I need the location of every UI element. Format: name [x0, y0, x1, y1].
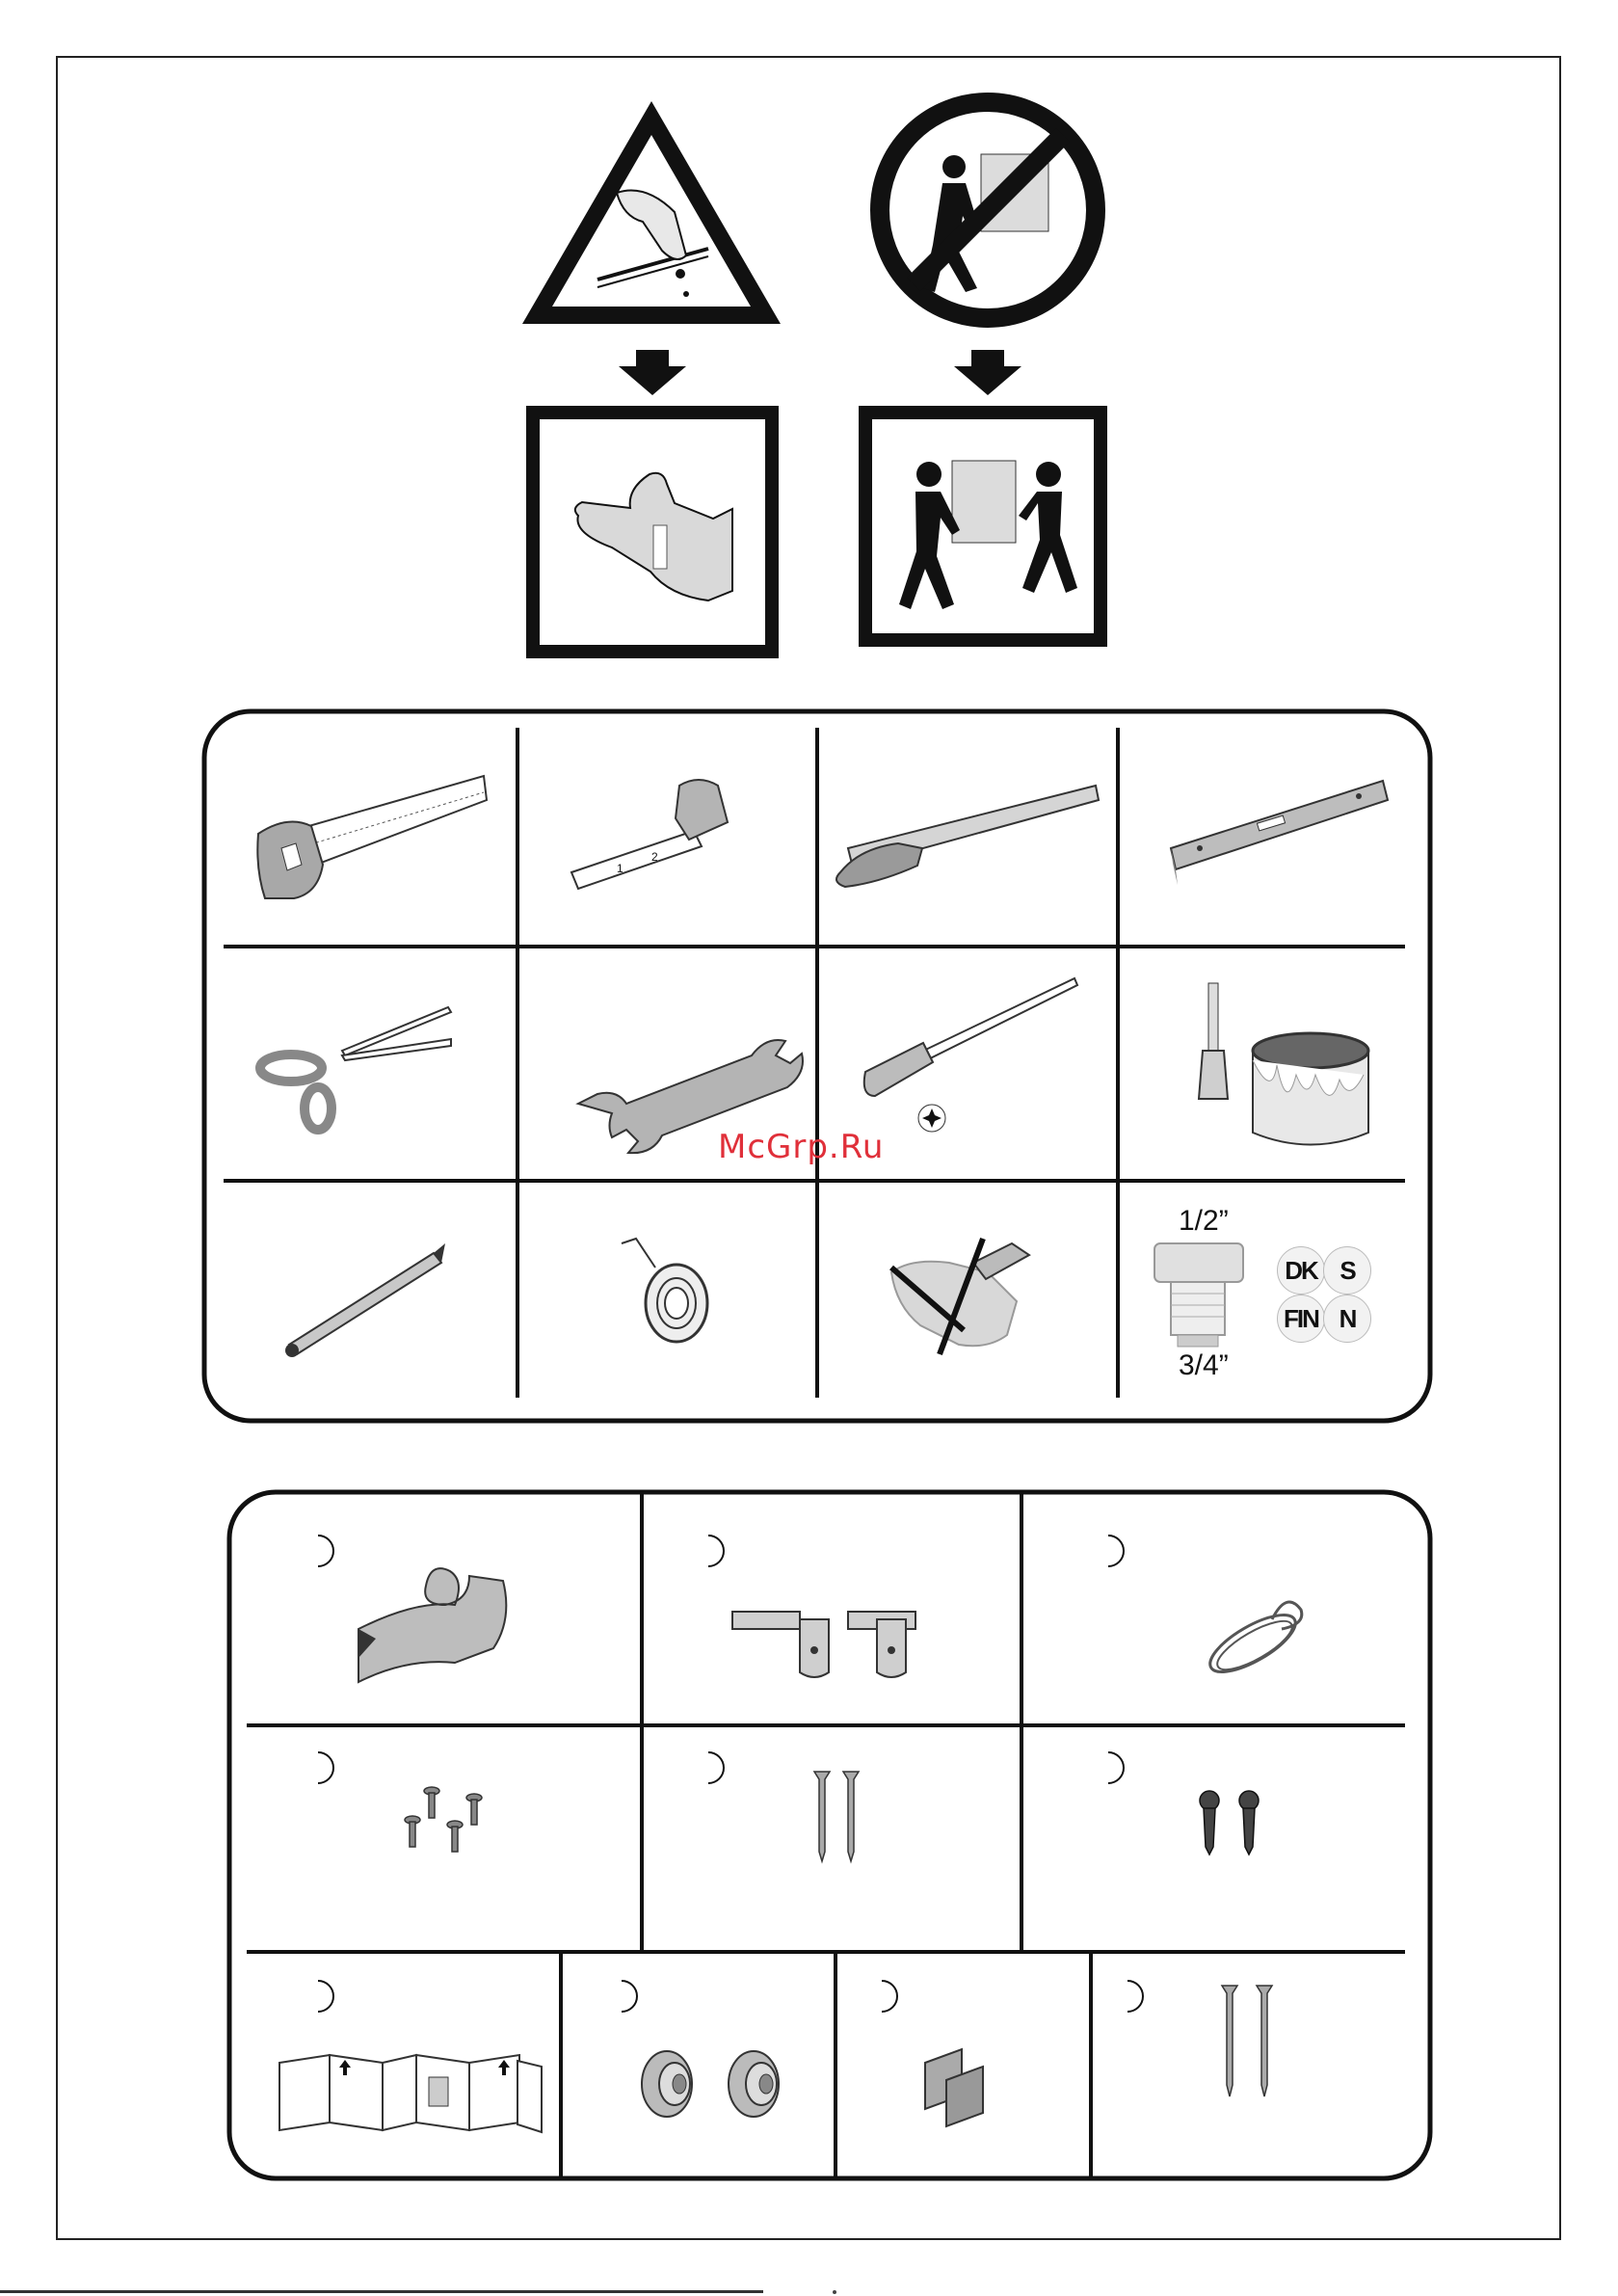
fitting-size-top: 1/2” — [1179, 1205, 1229, 1237]
tape-roll-icon — [622, 1239, 707, 1342]
spirit-level-icon — [1171, 781, 1388, 885]
down-arrow-icon — [954, 350, 1021, 395]
phillips-symbol-icon — [918, 1105, 945, 1132]
instruction-leaflet-icon — [279, 2055, 542, 2132]
fitting-size-bottom: 3/4” — [1179, 1349, 1229, 1381]
no-glue-icon — [891, 1239, 1029, 1354]
country-badge-dk: DK — [1277, 1246, 1325, 1295]
svg-text:1: 1 — [617, 862, 623, 875]
pencil-icon — [285, 1243, 445, 1357]
watermark-text: McGrp.Ru — [718, 1128, 885, 1166]
sealing-tape-icon — [358, 1568, 506, 1682]
footer-rule — [0, 2290, 763, 2293]
extra-long-screws-icon — [1222, 1986, 1272, 2096]
country-badge-s: S — [1323, 1246, 1371, 1295]
pipe-fitting-icon — [1154, 1243, 1243, 1347]
wear-gloves-icon — [533, 413, 772, 652]
saw-icon — [257, 776, 487, 898]
paint-brush-can-icon — [1199, 983, 1368, 1145]
wire-ring-icon — [1203, 1602, 1304, 1683]
wall-plugs-icon — [1200, 1791, 1259, 1855]
pads-icon — [925, 2049, 983, 2126]
svg-text:2: 2 — [651, 850, 658, 864]
cut-hazard-warning-icon — [522, 101, 781, 324]
scissors-icon — [260, 1007, 451, 1130]
country-badge-fin: FIN — [1277, 1295, 1325, 1343]
phillips-screwdriver-icon — [864, 978, 1077, 1132]
knobs-icon — [642, 2051, 779, 2117]
no-single-person-lifting-icon — [880, 102, 1096, 318]
tape-measure-icon — [571, 780, 728, 889]
small-screws-icon — [405, 1787, 482, 1852]
country-badge-n: N — [1323, 1295, 1371, 1343]
rasp-file-icon — [836, 786, 1099, 887]
down-arrow-icon — [619, 350, 686, 395]
hinge-icon — [732, 1612, 915, 1677]
long-screws-icon — [814, 1772, 859, 1861]
two-person-lift-icon — [865, 413, 1101, 640]
page-corner-mark — [833, 2290, 836, 2294]
